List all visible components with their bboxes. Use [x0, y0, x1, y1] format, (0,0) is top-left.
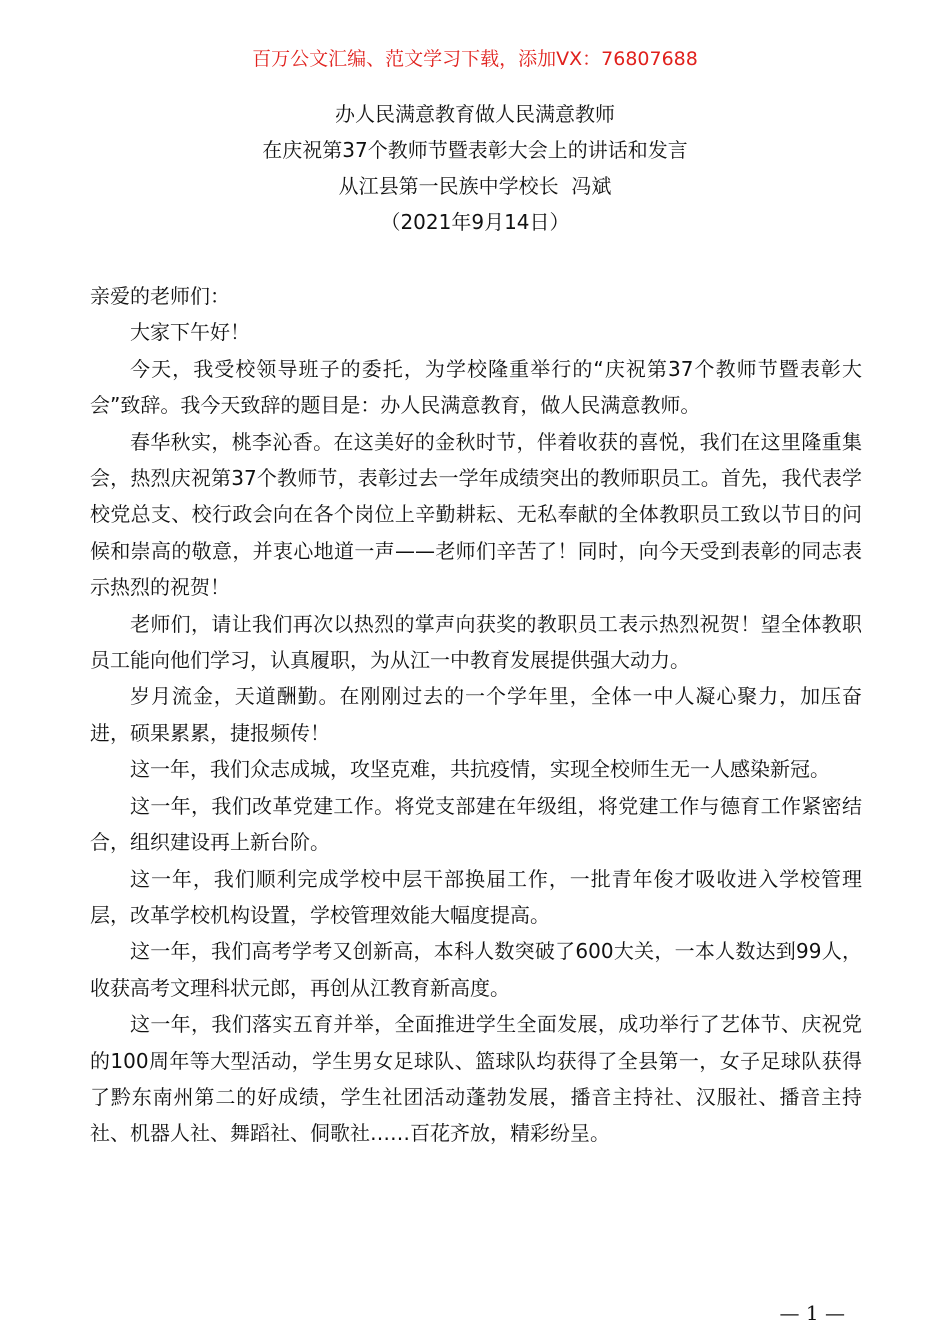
paragraph: 春华秋实，桃李沁香。在这美好的金秋时节，伴着收获的喜悦，我们在这里隆重集会，热烈庆祝第37个教师节，表彰过去一学年成绩突出的教师职员工。首先，我代表学校党总支、校行政会向在各个岗位上辛勤耕耘、无私奉献的全体教职员工致以节日的问候和崇高的敬意，并衷心地道一声——老师们辛苦了！同时，向今天受到表彰的同志表示热烈的祝贺！ — [90, 429, 862, 600]
document-title: 办人民满意教育做人民满意教师 — [335, 102, 615, 126]
document-date: （2021年9月14日） — [380, 210, 570, 234]
document-subtitle: 在庆祝第37个教师节暨表彰大会上的讲话和发言 — [262, 138, 688, 162]
promo-banner-text: 百万公文汇编、范文学习下载，添加VX：76807688 — [252, 48, 698, 70]
paragraph: 这一年，我们顺利完成学校中层干部换届工作，一批青年俊才吸收进入学校管理层，改革学校机构设置，学校管理效能大幅度提高。 — [90, 866, 862, 927]
speech-body — [90, 278, 862, 1152]
paragraph: 这一年，我们高考学考又创新高，本科人数突破了600大关，一本人数达到99人，收获高考文理科状元郎，再创从江教育新高度。 — [90, 939, 862, 1000]
salutation: 亲爱的老师们： — [90, 284, 230, 308]
document-author: 从江县第一民族中学校长 冯斌 — [338, 174, 612, 198]
paragraph: 这一年，我们落实五育并举，全面推进学生全面发展，成功举行了艺体节、庆祝党的100周年等大型活动，学生男女足球队、篮球队均获得了全县第一，女子足球队获得了黔东南州第二的好成绩，学生社团活动蓬勃发展，播音主持社、汉服社、播音主持社、机器人社、舞蹈社、侗歌社……百花齐放，精彩纷呈。 — [90, 1012, 862, 1146]
paragraph: 老师们，请让我们再次以热烈的掌声向获奖的教职员工表示热烈祝贺！望全体教职员工能向他们学习，认真履职，为从江一中教育发展提供强大动力。 — [90, 611, 862, 673]
paragraph: 今天，我受校领导班子的委托，为学校隆重举行的“庆祝第37个教师节暨表彰大会”致辞。我今天致辞的题目是：办人民满意教育，做人民满意教师。 — [90, 356, 862, 418]
paragraph: 岁月流金，天道酬勤。在刚刚过去的一个学年里，全体一中人凝心聚力，加压奋进，硕果累累，捷报频传！ — [90, 684, 862, 745]
paragraph: 大家下午好！ — [130, 320, 250, 345]
document-heading — [0, 96, 950, 240]
paragraph: 这一年，我们众志成城，攻坚克难，共抗疫情，实现全校师生无一人感染新冠。 — [130, 757, 830, 782]
paragraph: 这一年，我们改革党建工作。将党支部建在年级组，将党建工作与德育工作紧密结合，组织建设再上新台阶。 — [90, 793, 862, 855]
promo-banner — [0, 44, 950, 74]
page-number: — 1 — — [779, 1301, 845, 1325]
